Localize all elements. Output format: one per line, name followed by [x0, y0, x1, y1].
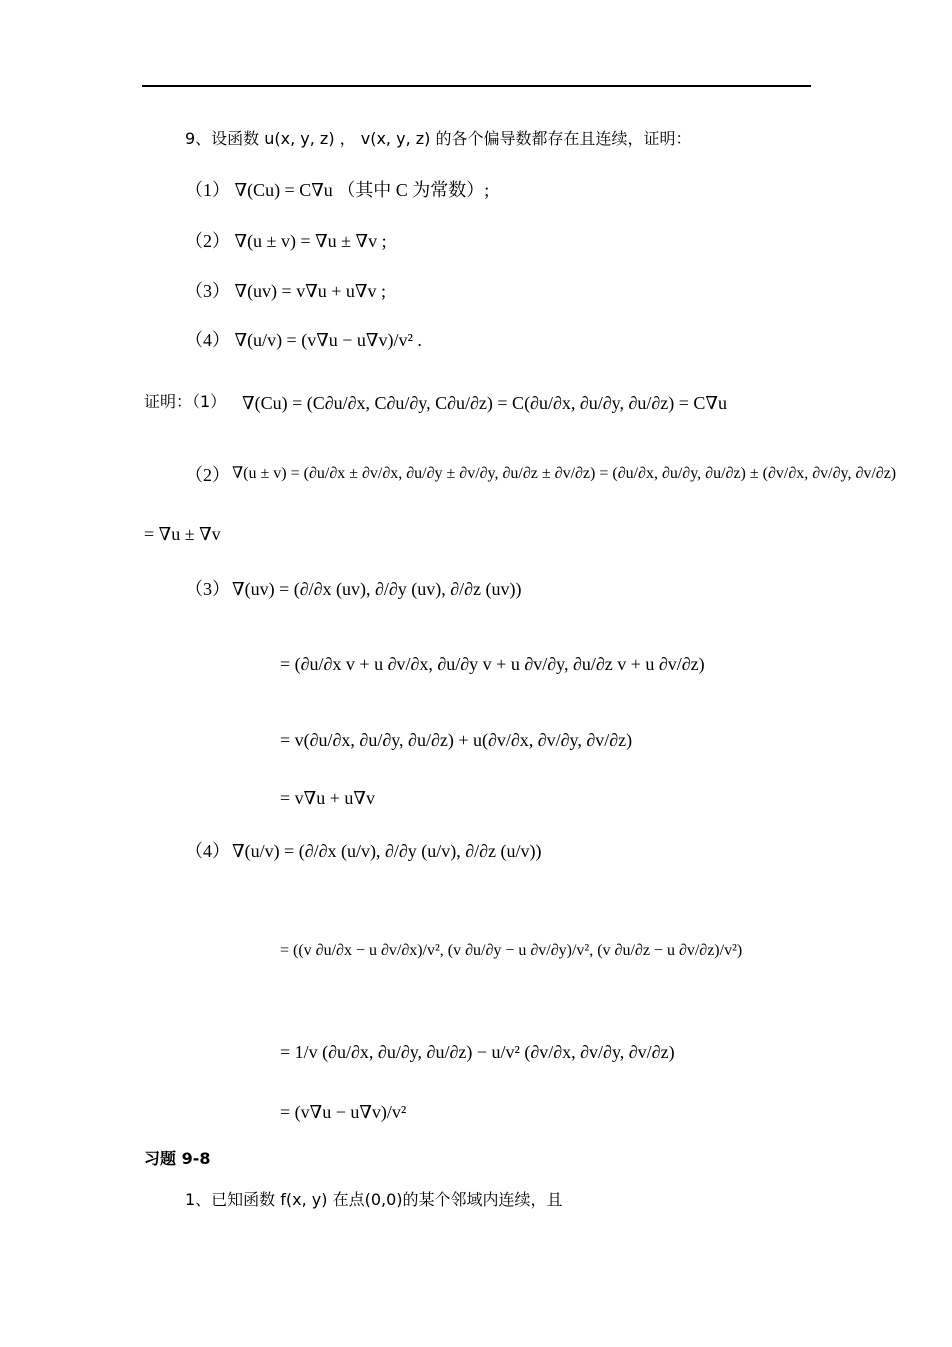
problem-9-item-1: （1） ∇(Cu) = C∇u （其中 C 为常数）; [185, 180, 490, 200]
proof-part-3-line-1: ∇(uv) = (∂/∂x (uv), ∂/∂y (uv), ∂/∂z (uv)) [232, 579, 522, 599]
problem-9-item-4: （4） ∇(u/v) = (v∇u − u∇v)/v² . [185, 330, 422, 350]
proof-part-2-continued: = ∇u ± ∇v [144, 524, 221, 544]
proof-part-1: ∇(Cu) = (C∂u/∂x, C∂u/∂y, C∂u/∂z) = C(∂u/∂x, ∂u/∂y, ∂u/∂z) = C∇u [242, 393, 727, 413]
proof-part-3-line-3: = v(∂u/∂x, ∂u/∂y, ∂u/∂z) + u(∂v/∂x, ∂v/∂y, ∂v/∂z) [280, 730, 633, 750]
proof-part-2: ∇(u ± v) = (∂u/∂x ± ∂v/∂x, ∂u/∂y ± ∂v/∂y, ∂u/∂z ± ∂v/∂z) = (∂u/∂x, ∂u/∂y, ∂u/∂z) ± (∂v/∂x, ∂v/∂y, ∂v/∂z) [232, 465, 897, 482]
proof-part-3-line-4: = v∇u + u∇v [280, 788, 375, 808]
section-heading: 习题 9-8 [144, 1149, 211, 1168]
problem-9-item-2: （2） ∇(u ± v) = ∇u ± ∇v ; [185, 231, 387, 251]
proof-part-3-line-2: = (∂u/∂x v + u ∂v/∂x, ∂u/∂y v + u ∂v/∂y, ∂u/∂z v + u ∂v/∂z) [280, 654, 705, 674]
question-1: 1、已知函数 f(x, y) 在点(0,0)的某个邻域内连续，且 [185, 1190, 563, 1209]
proof-part-4-line-2: = ((v ∂u/∂x − u ∂v/∂x)/v², (v ∂u/∂y − u ∂v/∂y)/v², (v ∂u/∂z − u ∂v/∂z)/v²) [280, 942, 743, 959]
proof-part-4-line-1: ∇(u/v) = (∂/∂x (u/v), ∂/∂y (u/v), ∂/∂z (u/v)) [232, 841, 542, 861]
proof-part-2-label: （2） [185, 465, 230, 485]
proof-part-3-label: （3） [185, 579, 230, 599]
proof-part-4-line-4: = (v∇u − u∇v)/v² [280, 1102, 407, 1122]
proof-label: 证明：（1） [144, 392, 227, 411]
problem-9-item-3: （3） ∇(uv) = v∇u + u∇v ; [185, 281, 386, 301]
proof-part-4-label: （4） [185, 841, 230, 861]
header-rule [142, 85, 811, 87]
problem-9-intro: 9、设函数 u(x, y, z) ， v(x, y, z) 的各个偏导数都存在且连续，证明： [185, 129, 692, 148]
proof-part-4-line-3: = 1/v (∂u/∂x, ∂u/∂y, ∂u/∂z) − u/v² (∂v/∂x, ∂v/∂y, ∂v/∂z) [280, 1042, 675, 1062]
